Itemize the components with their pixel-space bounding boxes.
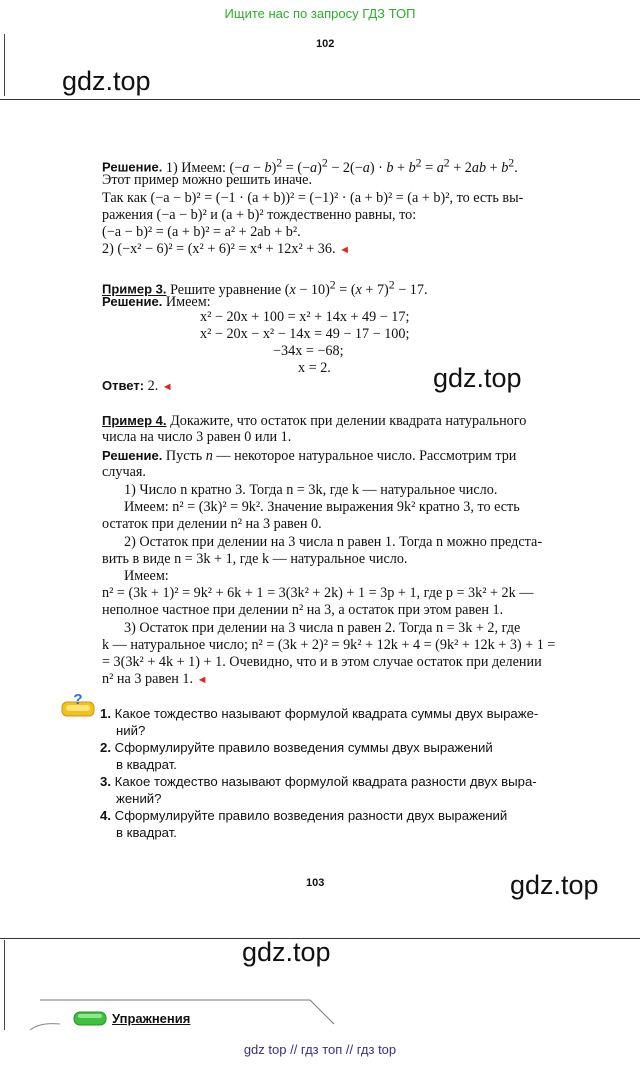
end-marker-icon: ◄	[196, 674, 208, 686]
text-line: Ответ: 2. ◄	[102, 378, 173, 394]
text-line: k — натуральное число; n² = (3k + 2)² = 9k² + 12k + 4 = (9k² + 12k + 3) + 1 =	[102, 637, 556, 653]
question-item-cont: жений?	[116, 791, 162, 806]
text-line: n² = (3k + 1)² = 9k² + 6k + 1 = 3(3k² + 2k) + 1 = 3p + 1, где p = 3k² + 2k —	[102, 585, 534, 601]
text-line: ражения (−a − b)² и (a + b)² тождественно равны, то:	[102, 207, 417, 223]
text-line: (−a − b)² = (a + b)² = a² + 2ab + b².	[102, 224, 301, 240]
end-marker-icon: ◄	[161, 381, 173, 393]
text-line: случая.	[102, 464, 146, 480]
text-line: остаток при делении n² на 3 равен 0.	[102, 516, 322, 532]
text-line: = 3(3k² + 4k + 1) + 1. Очевидно, что и в этом случае остаток при делении	[102, 654, 542, 670]
text-line: 3) Остаток при делении на 3 числа n равен 2. Тогда n = 3k + 2, где	[124, 620, 521, 636]
example-label: Пример 4.	[102, 413, 167, 428]
exercises-label: Упражнения	[112, 1011, 191, 1026]
question-item-cont: в квадрат.	[116, 825, 177, 840]
watermark: gdz.top	[62, 66, 151, 96]
bottom-links[interactable]: gdz top // гдз топ // гдз top	[243, 1042, 397, 1057]
equation-line: x² − 20x − x² − 14x = 49 − 17 − 100;	[200, 326, 410, 342]
text-line: числа на число 3 равен 0 или 1.	[102, 429, 292, 445]
equation-line: −34x = −68;	[273, 343, 344, 359]
text-line: Решение. Пусть n — некоторое натуральное число. Рассмотрим три	[102, 448, 517, 464]
top-search-link[interactable]: Ищите нас по запросу ГДЗ ТОП	[224, 6, 416, 21]
text-line: Решение. Имеем:	[102, 294, 211, 310]
page-divider	[0, 99, 640, 100]
text-line: 1) Число n кратно 3. Тогда n = 3k, где k — натуральное число.	[124, 482, 498, 498]
text-line-body: 1) Имеем: $(-a - b)^2 = (-a)^2 - 2(-a) \cdot b + b^2 = a^2 + 2ab + b^2$.	[165, 155, 518, 176]
question-item: 4. Сформулируйте правило возведения разности двух выражений	[100, 808, 508, 823]
text-line-body: n² на 3 равен 1.	[102, 671, 194, 687]
solution-label: Решение.	[102, 294, 163, 309]
equation-line: x² − 20x + 100 = x² + 14x + 49 − 17;	[200, 309, 410, 325]
text-line: Имеем: n² = (3k)² = 9k². Значение выражения 9k² кратно 3, то есть	[124, 499, 520, 515]
text-line	[102, 671, 208, 689]
text-line: Этот пример можно решить иначе.	[102, 172, 312, 188]
question-item: 1. Какое тождество называют формулой квадрата суммы двух выраже-	[100, 706, 539, 721]
svg-text:?: ?	[73, 692, 83, 708]
watermark: gdz.top	[433, 363, 522, 393]
example-label: Пример 3.	[102, 281, 167, 297]
question-mark-icon	[60, 692, 96, 720]
text-line: вить в виде n = 3k + 1, где k — натуральное число.	[102, 551, 408, 567]
question-item-cont: ний?	[116, 723, 146, 738]
page-left-border	[4, 940, 5, 1030]
solution-label: Решение.	[102, 159, 163, 175]
text-line: Пример 4. Докажите, что остаток при делении квадрата натурального	[102, 413, 527, 429]
question-item-cont: в квадрат.	[116, 757, 177, 772]
page-number-bottom: 103	[306, 877, 325, 889]
text-line: неполное частное при делении n² на 3, а остаток при этом равен 1.	[102, 602, 504, 618]
question-item: 2. Сформулируйте правило возведения суммы двух выражений	[100, 740, 493, 755]
text-line-body: Решите уравнение $(x - 10)^2 = (x + 7)^2 - 17$.	[170, 277, 428, 298]
text-line-body: 2) (−x² − 6)² = (x² + 6)² = x⁴ + 12x² + 36.	[102, 241, 336, 257]
solution-label: Решение.	[102, 448, 163, 463]
question-item: 3. Какое тождество называют формулой квадрата разности двух выра-	[100, 774, 537, 789]
page-number-top: 102	[316, 38, 335, 50]
text-line	[102, 241, 350, 259]
watermark: gdz.top	[242, 937, 331, 967]
answer-label: Ответ:	[102, 378, 145, 393]
end-marker-icon: ◄	[339, 244, 350, 256]
text-line: Так как (−a − b)² = (−1 · (a + b))² = (−1)² · (a + b)² = (a + b)², то есть вы-	[102, 190, 524, 206]
text-line: Имеем:	[124, 568, 169, 584]
equation-line: x = 2.	[298, 360, 331, 376]
page-left-border	[4, 34, 5, 96]
watermark: gdz.top	[510, 870, 599, 900]
text-line: 2) Остаток при делении на 3 числа n равен 1. Тогда n можно предста-	[124, 534, 543, 550]
